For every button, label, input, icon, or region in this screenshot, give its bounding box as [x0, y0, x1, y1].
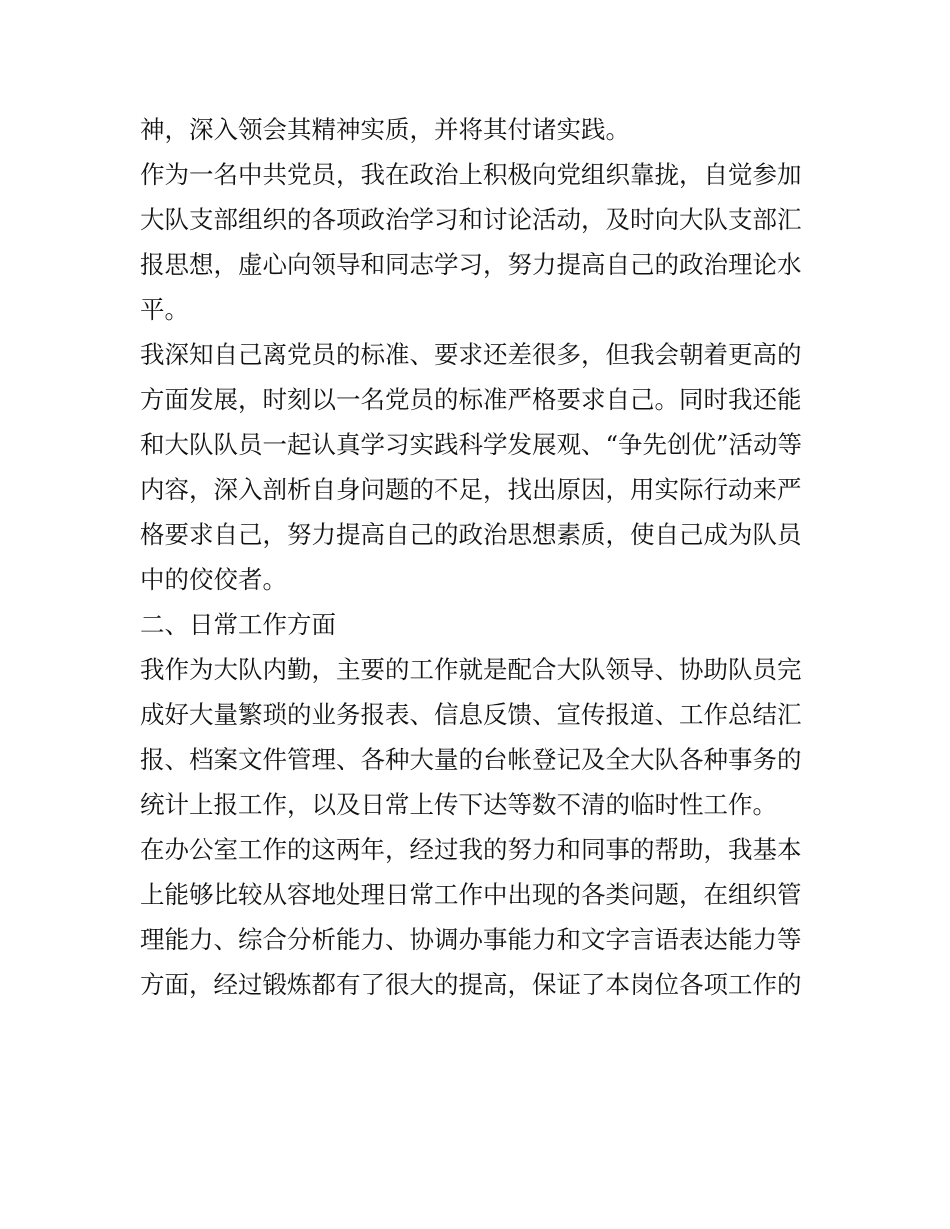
document-body — [140, 107, 820, 1007]
text-line: 平。 — [140, 295, 189, 324]
text-line: 方面发展，时刻以一名党员的标准严格要求自己。同时我还能 — [140, 385, 802, 414]
text-line: 上能够比较从容地处理日常工作中出现的各类问题，在组织管 — [140, 880, 802, 909]
text-line: 我深知自己离党员的标准、要求还差很多，但我会朝着更高的 — [140, 340, 802, 369]
text-line: 大队支部组织的各项政治学习和讨论活动，及时向大队支部汇 — [140, 205, 802, 234]
text-line: 报思想，虚心向领导和同志学习，努力提高自己的政治理论水 — [140, 250, 802, 279]
text-line: 神，深入领会其精神实质，并将其付诸实践。 — [140, 115, 630, 144]
text-line: 方面，经过锻炼都有了很大的提高，保证了本岗位各项工作的 — [140, 970, 802, 999]
text-line: 理能力、综合分析能力、协调办事能力和文字言语表达能力等 — [140, 925, 802, 954]
text-line: 内容，深入剖析自身问题的不足，找出原因，用实际行动来严 — [140, 475, 802, 504]
section-heading: 二、日常工作方面 — [140, 610, 336, 639]
text-line: 统计上报工作，以及日常上传下达等数不清的临时性工作。 — [140, 790, 777, 819]
text-line: 成好大量繁琐的业务报表、信息反馈、宣传报道、工作总结汇 — [140, 700, 802, 729]
text-line: 我作为大队内勤，主要的工作就是配合大队领导、协助队员完 — [140, 655, 802, 684]
text-line: 格要求自己，努力提高自己的政治思想素质，使自己成为队员 — [140, 520, 802, 549]
text-line: 作为一名中共党员，我在政治上积极向党组织靠拢，自觉参加 — [140, 160, 802, 189]
text-line: 中的佼佼者。 — [140, 565, 287, 594]
text-line: 报、档案文件管理、各种大量的台帐登记及全大队各种事务的 — [140, 745, 802, 774]
text-line: 和大队队员一起认真学习实践科学发展观、“争先创优”活动等 — [140, 430, 803, 459]
text-line: 在办公室工作的这两年，经过我的努力和同事的帮助，我基本 — [140, 835, 802, 864]
